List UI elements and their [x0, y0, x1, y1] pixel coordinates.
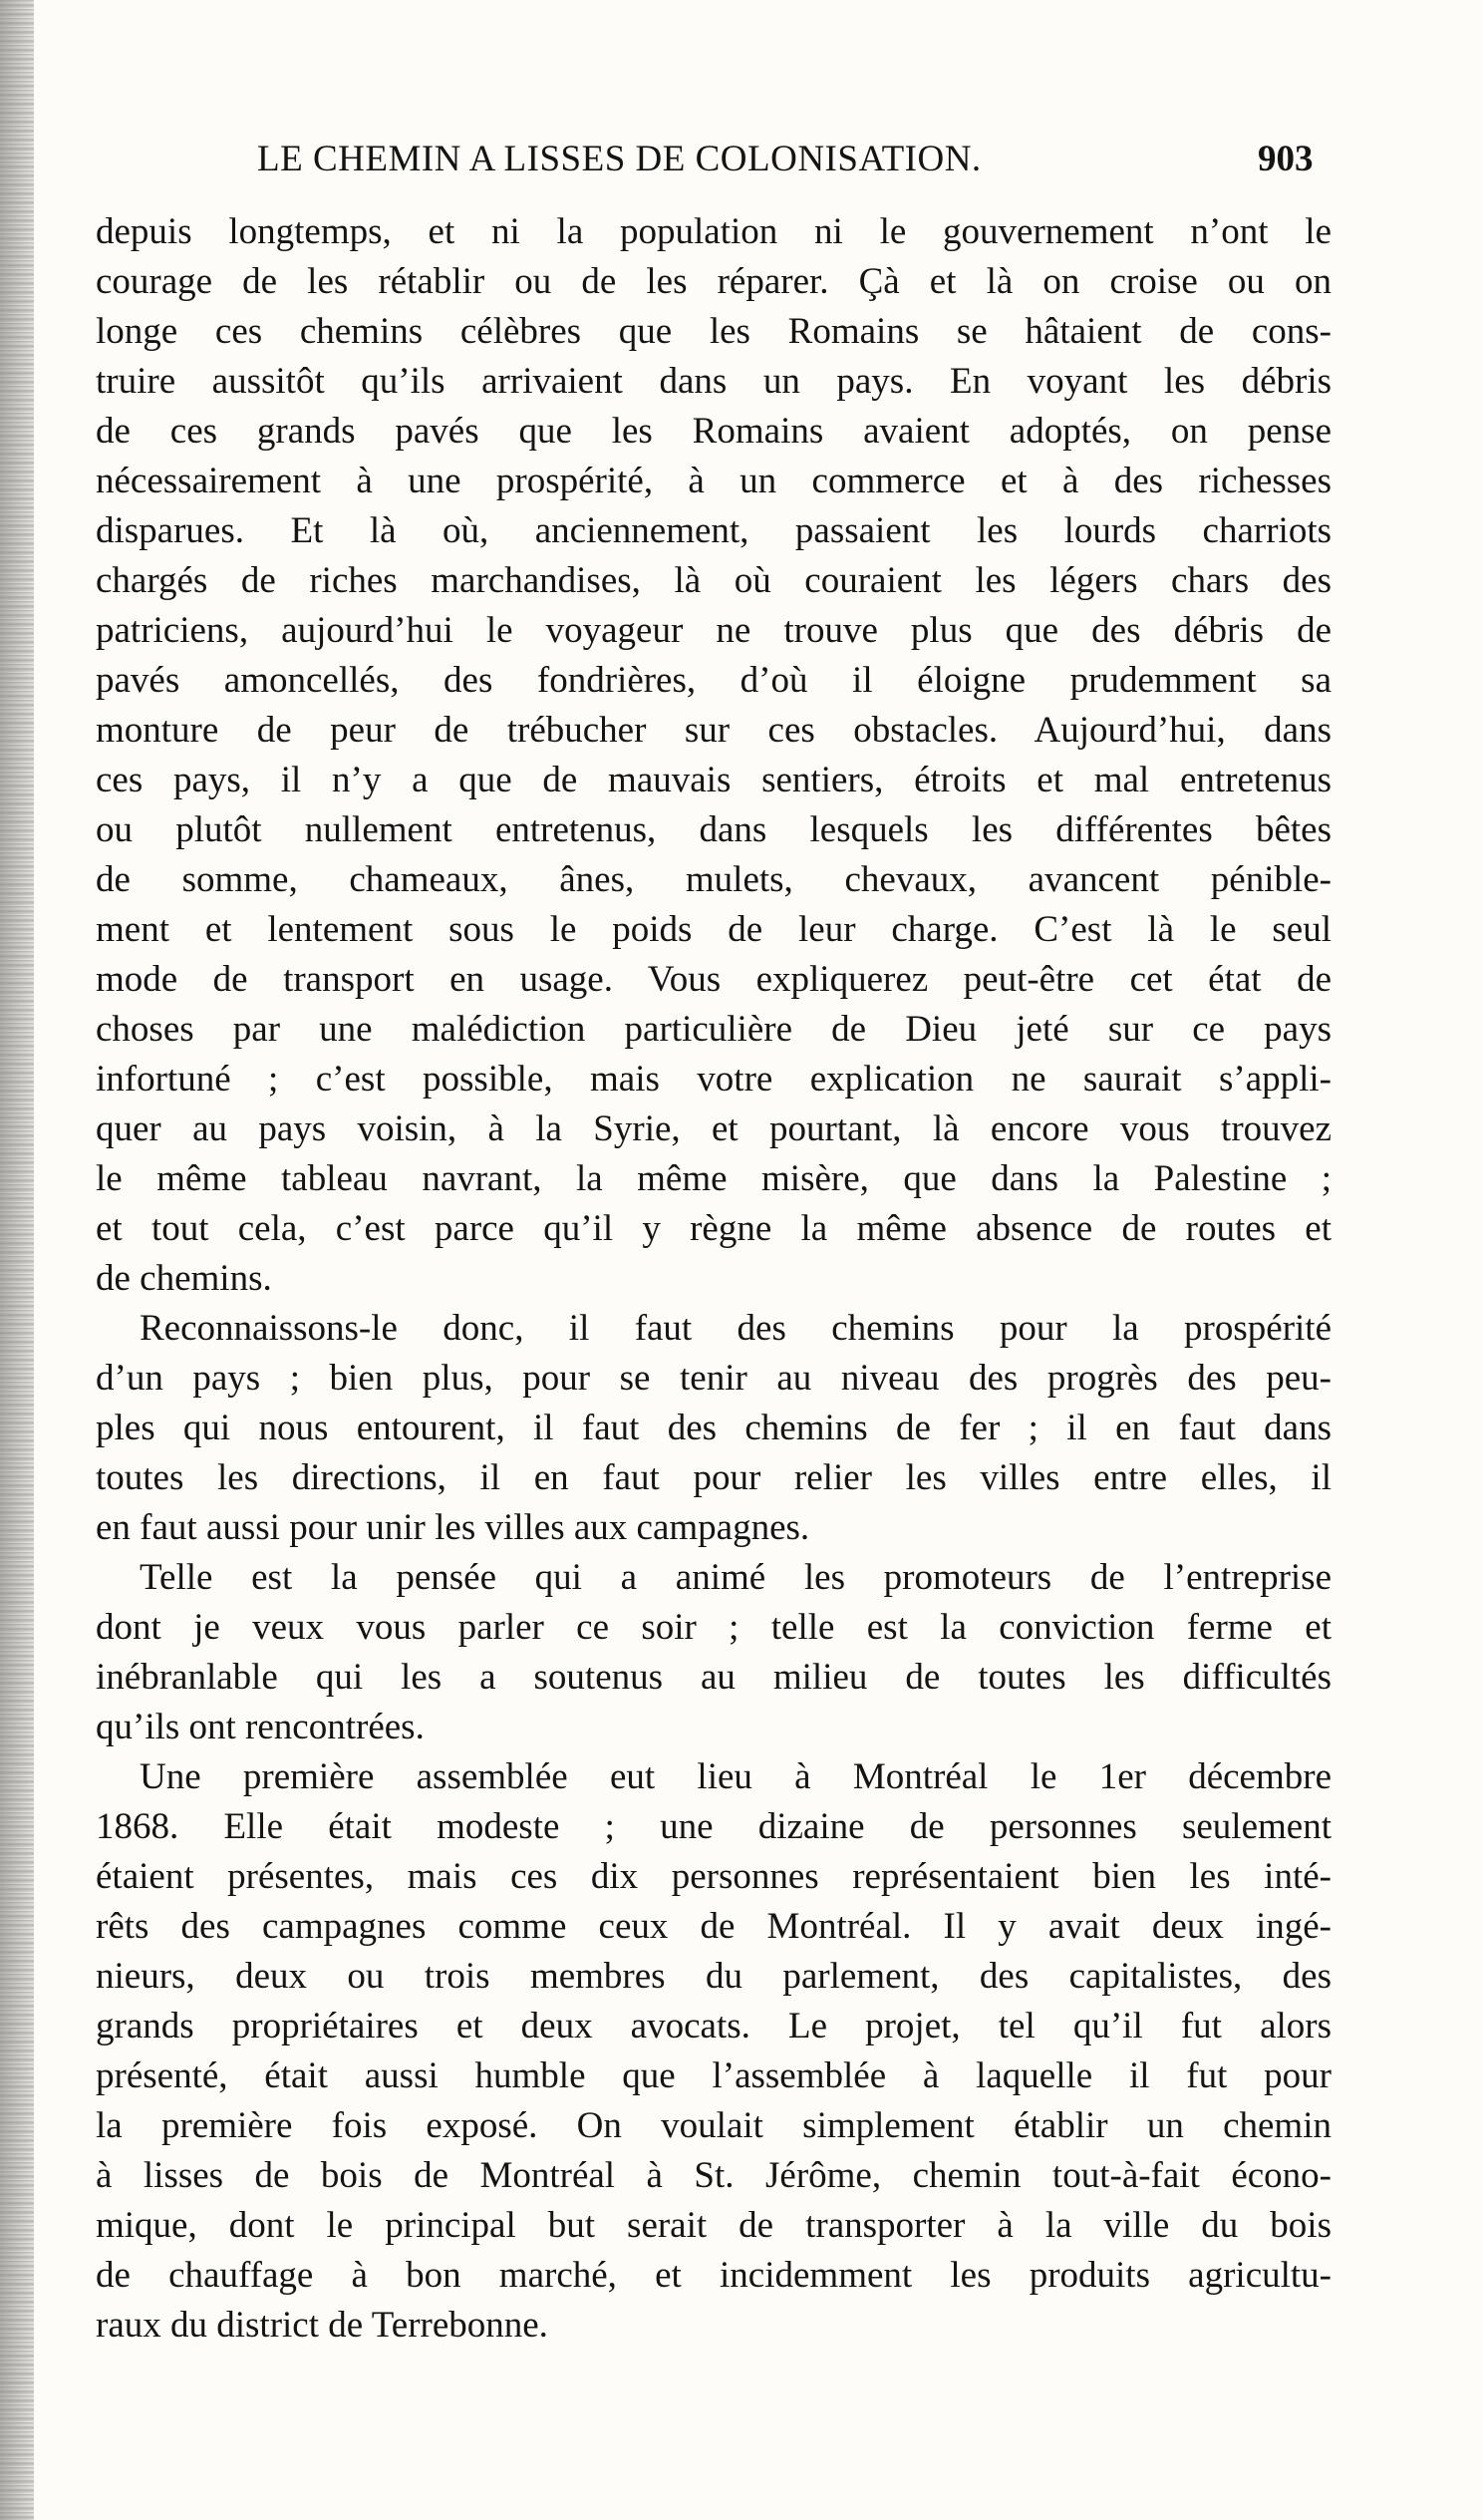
- text-line: Reconnaissons-le donc, il faut des chemins pour la prospérité: [140, 1308, 1332, 1349]
- text-line: chargés de riches marchandises, là où couraient les légers chars des: [96, 560, 1332, 601]
- running-title: LE CHEMIN A LISSES DE COLONISATION.: [257, 139, 982, 179]
- text-line: Telle est la pensée qui a animé les promoteurs de l’entreprise: [140, 1557, 1332, 1598]
- text-line: 1868. Elle était modeste ; une dizaine de personnes seulement: [96, 1806, 1332, 1847]
- text-line: étaient présentes, mais ces dix personnes représentaient bien les inté-: [96, 1856, 1332, 1897]
- text-line: présenté, était aussi humble que l’assemblée à laquelle il fut pour: [96, 2055, 1332, 2096]
- text-line: ment et lentement sous le poids de leur charge. C’est là le seul: [96, 909, 1332, 950]
- running-header: [0, 138, 1483, 187]
- text-line: mique, dont le principal but serait de transporter à la ville du bois: [96, 2205, 1332, 2246]
- text-line: de somme, chameaux, ânes, mulets, chevaux, avancent pénible-: [96, 859, 1332, 900]
- text-line: depuis longtemps, et ni la population ni le gouvernement n’ont le: [96, 211, 1332, 252]
- text-line: choses par une malédiction particulière de Dieu jeté sur ce pays: [96, 1009, 1332, 1050]
- text-line: ces pays, il n’y a que de mauvais sentiers, étroits et mal entretenus: [96, 760, 1332, 800]
- body-text: [96, 207, 1332, 2351]
- text-line: truire aussitôt qu’ils arrivaient dans un pays. En voyant les débris: [96, 361, 1332, 402]
- text-line: pavés amoncellés, des fondrières, d’où il éloigne prudemment sa: [96, 660, 1332, 701]
- text-line: de chauffage à bon marché, et incidemment les produits agricultu-: [96, 2255, 1332, 2296]
- text-line: longe ces chemins célèbres que les Romains se hâtaient de cons-: [96, 311, 1332, 352]
- text-line: d’un pays ; bien plus, pour se tenir au niveau des progrès des peu-: [96, 1358, 1332, 1399]
- text-line: nieurs, deux ou trois membres du parlement, des capitalistes, des: [96, 1956, 1332, 1997]
- text-line: courage de les rétablir ou de les réparer. Çà et là on croise ou on: [96, 261, 1332, 302]
- text-line: inébranlable qui les a soutenus au milieu de toutes les difficultés: [96, 1657, 1332, 1698]
- text-line: ou plutôt nullement entretenus, dans lesquels les différentes bêtes: [96, 809, 1332, 850]
- text-line: grands propriétaires et deux avocats. Le projet, tel qu’il fut alors: [96, 2006, 1332, 2047]
- text-line: à lisses de bois de Montréal à St. Jérôme, chemin tout-à-fait écono-: [96, 2155, 1332, 2196]
- text-line: mode de transport en usage. Vous expliquerez peut-être cet état de: [96, 959, 1332, 1000]
- text-line: dont je veux vous parler ce soir ; telle est la conviction ferme et: [96, 1607, 1332, 1648]
- text-line: de ces grands pavés que les Romains avaient adoptés, on pense: [96, 411, 1332, 452]
- text-line: patriciens, aujourd’hui le voyageur ne trouve plus que des débris de: [96, 610, 1332, 651]
- text-line: rêts des campagnes comme ceux de Montréal. Il y avait deux ingé-: [96, 1906, 1332, 1947]
- text-line: monture de peur de trébucher sur ces obstacles. Aujourd’hui, dans: [96, 710, 1332, 751]
- text-line: toutes les directions, il en faut pour relier les villes entre elles, il: [96, 1457, 1332, 1498]
- text-line: la première fois exposé. On voulait simplement établir un chemin: [96, 2105, 1332, 2146]
- text-line: ples qui nous entourent, il faut des chemins de fer ; il en faut dans: [96, 1408, 1332, 1448]
- text-line: en faut aussi pour unir les villes aux campagnes.: [96, 1507, 810, 1548]
- paragraph: [96, 1304, 1332, 1553]
- page-number: 903: [1258, 139, 1314, 179]
- paragraph: [96, 1553, 1332, 1752]
- binding-edge-shadow: [0, 0, 34, 2520]
- text-line: infortuné ; c’est possible, mais votre explication ne saurait s’appli-: [96, 1059, 1332, 1100]
- text-line: de chemins.: [96, 1258, 272, 1299]
- text-line: quer au pays voisin, à la Syrie, et pourtant, là encore vous trouvez: [96, 1108, 1332, 1149]
- paragraph: [96, 207, 1332, 1304]
- paragraph: [96, 1752, 1332, 2351]
- text-line: raux du district de Terrebonne.: [96, 2305, 548, 2346]
- text-line: nécessairement à une prospérité, à un commerce et à des richesses: [96, 461, 1332, 501]
- text-line: Une première assemblée eut lieu à Montréal le 1er décembre: [140, 1756, 1332, 1797]
- text-line: le même tableau navrant, la même misère, que dans la Palestine ;: [96, 1158, 1332, 1199]
- text-line: et tout cela, c’est parce qu’il y règne la même absence de routes et: [96, 1208, 1332, 1249]
- text-line: qu’ils ont rencontrées.: [96, 1707, 425, 1747]
- text-line: disparues. Et là où, anciennement, passaient les lourds charriots: [96, 510, 1332, 551]
